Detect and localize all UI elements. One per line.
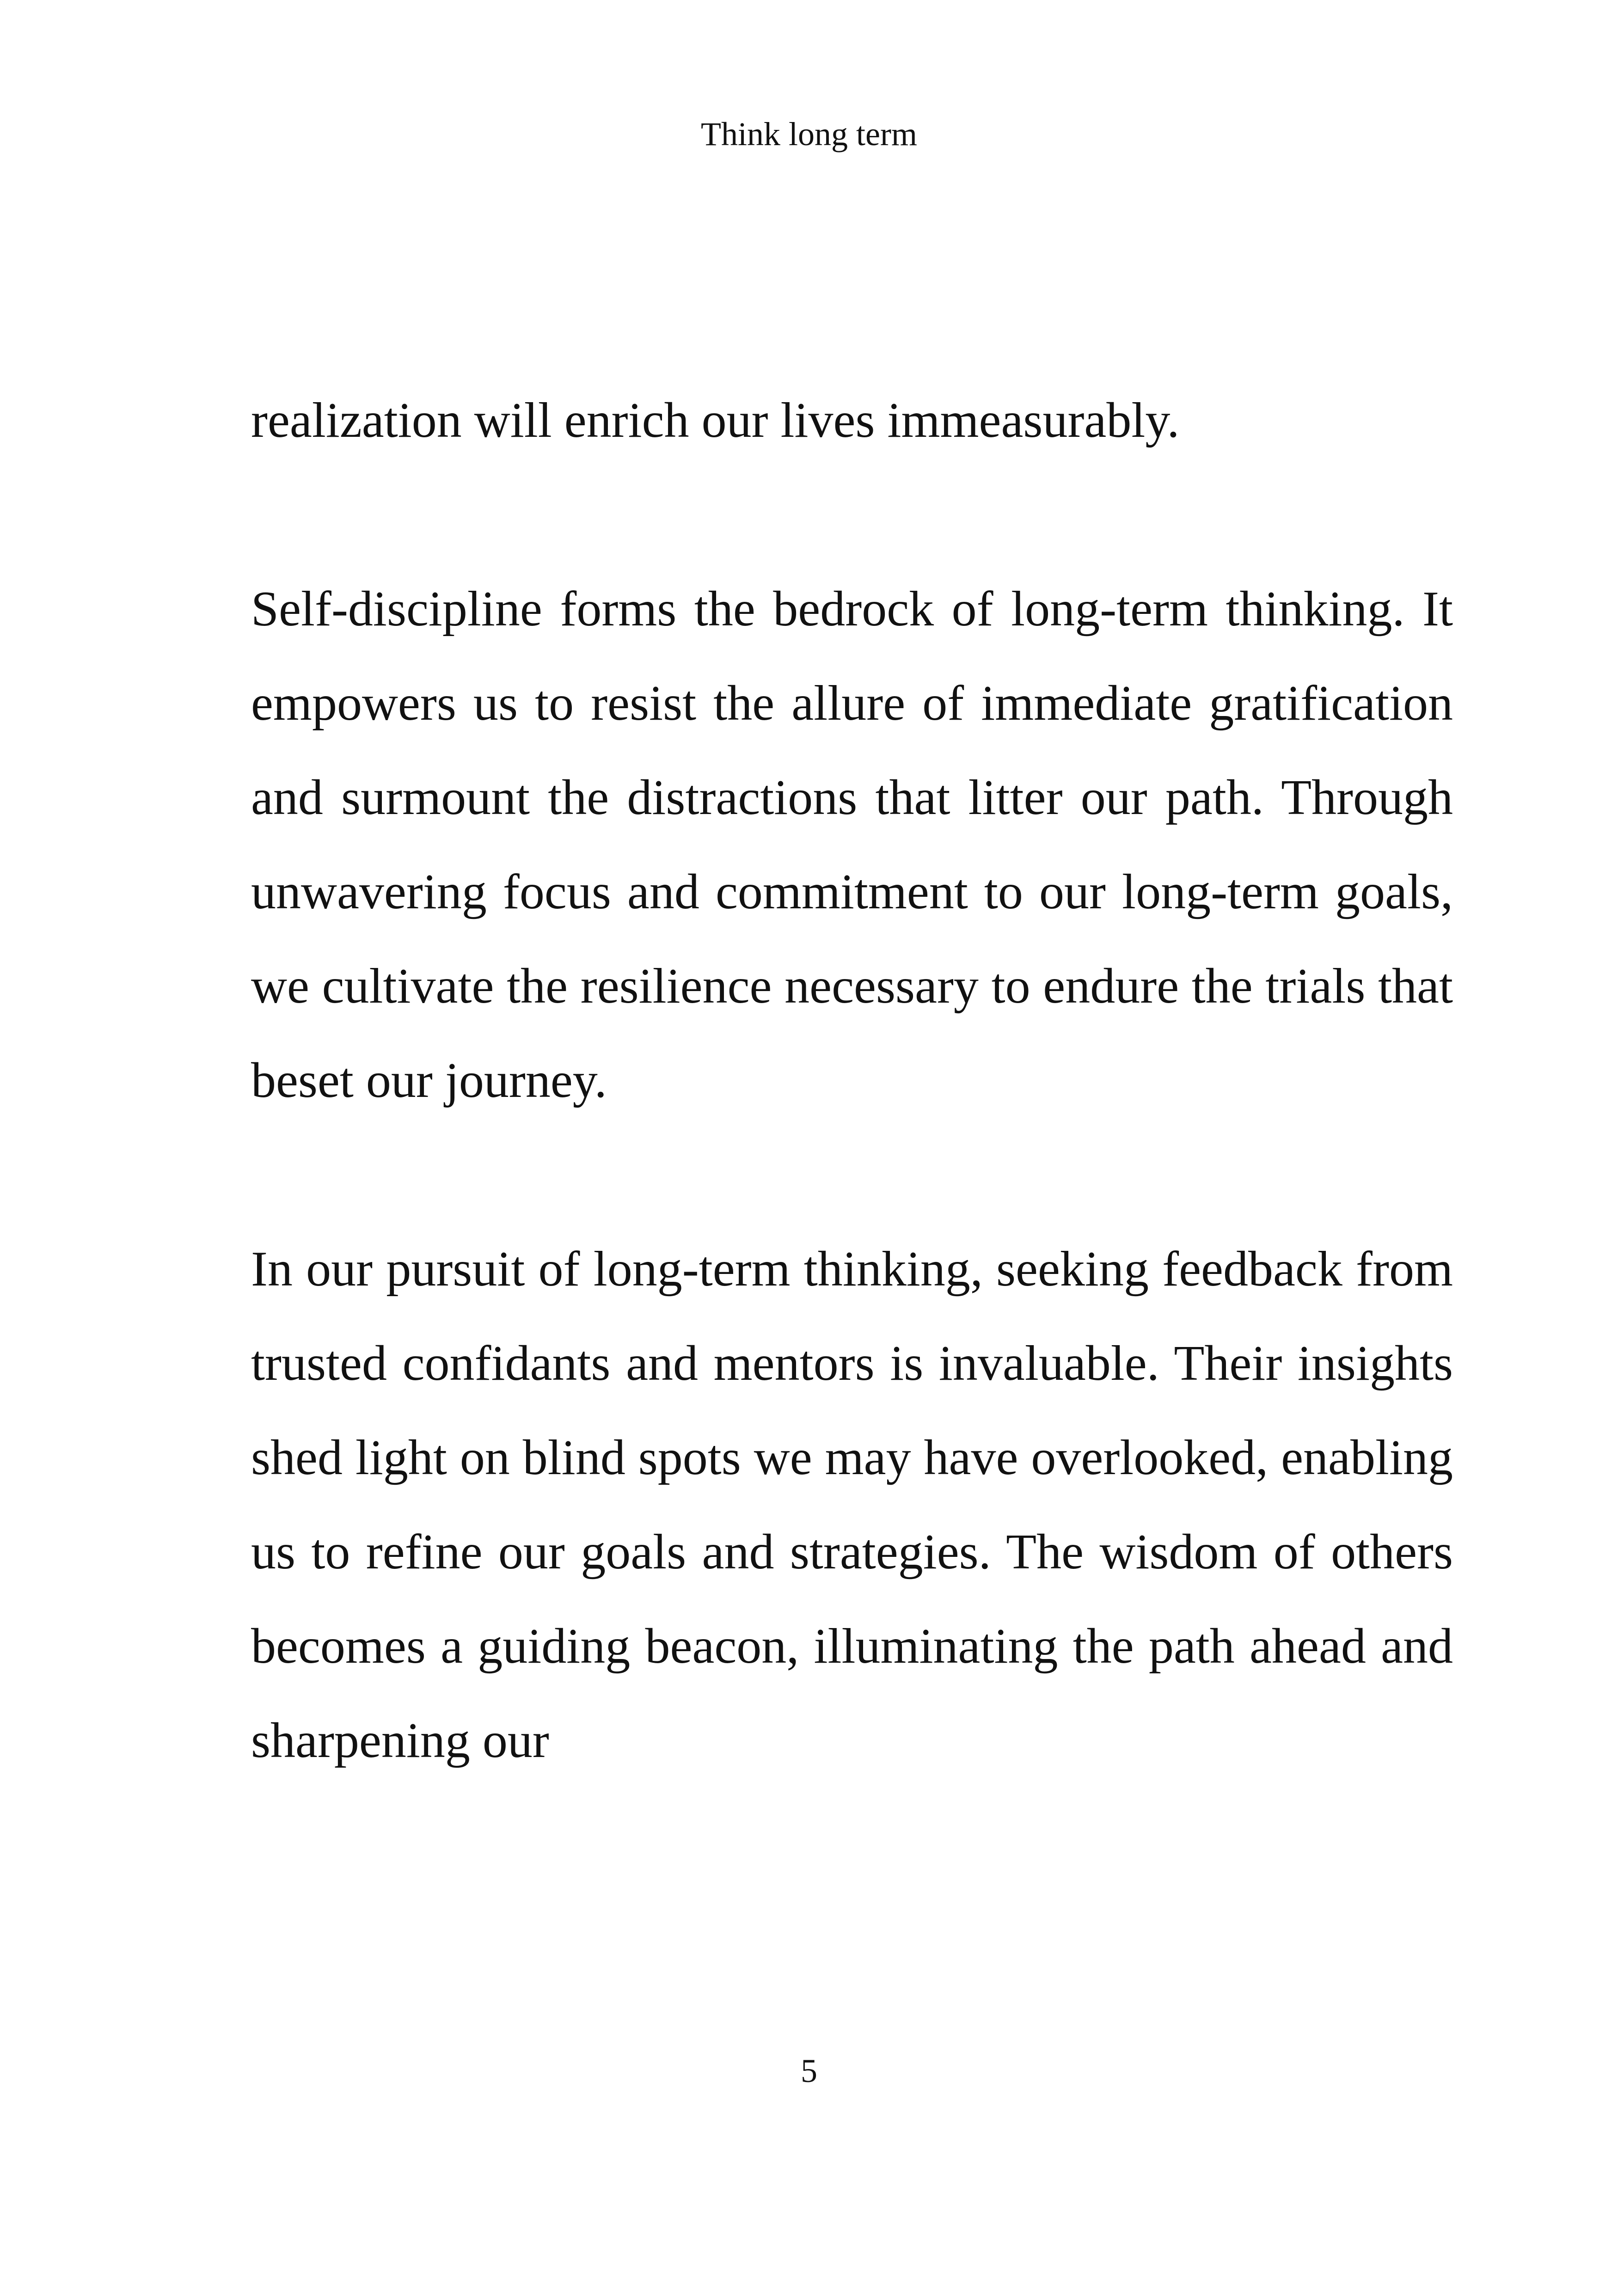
running-header-title: Think long term: [701, 116, 917, 153]
page-number: 5: [801, 2052, 817, 2089]
paragraph-continuation: realization will enrich our lives immeasurably.: [251, 393, 1180, 448]
paragraph-self-discipline: Self-discipline forms the bedrock of long-term thinking. It empowers us to resist the allure of immediate gratification and surmount the distractions that litter our path. Through unwavering focus and commitment to our long-term goals, we cultivate the resilience necessary to endure the trials that beset our journey.: [251, 582, 1453, 1108]
body-text: [251, 373, 1453, 1788]
paragraph-feedback: In our pursuit of long-term thinking, seeking feedback from trusted confidants and mentors is invaluable. Their insights shed light on blind spots we may have overlooked, enabling us to refine our goals and strategies. The wisdom of others becomes a guiding beacon, illuminating the path ahead and sharpening our: [251, 1242, 1453, 1768]
